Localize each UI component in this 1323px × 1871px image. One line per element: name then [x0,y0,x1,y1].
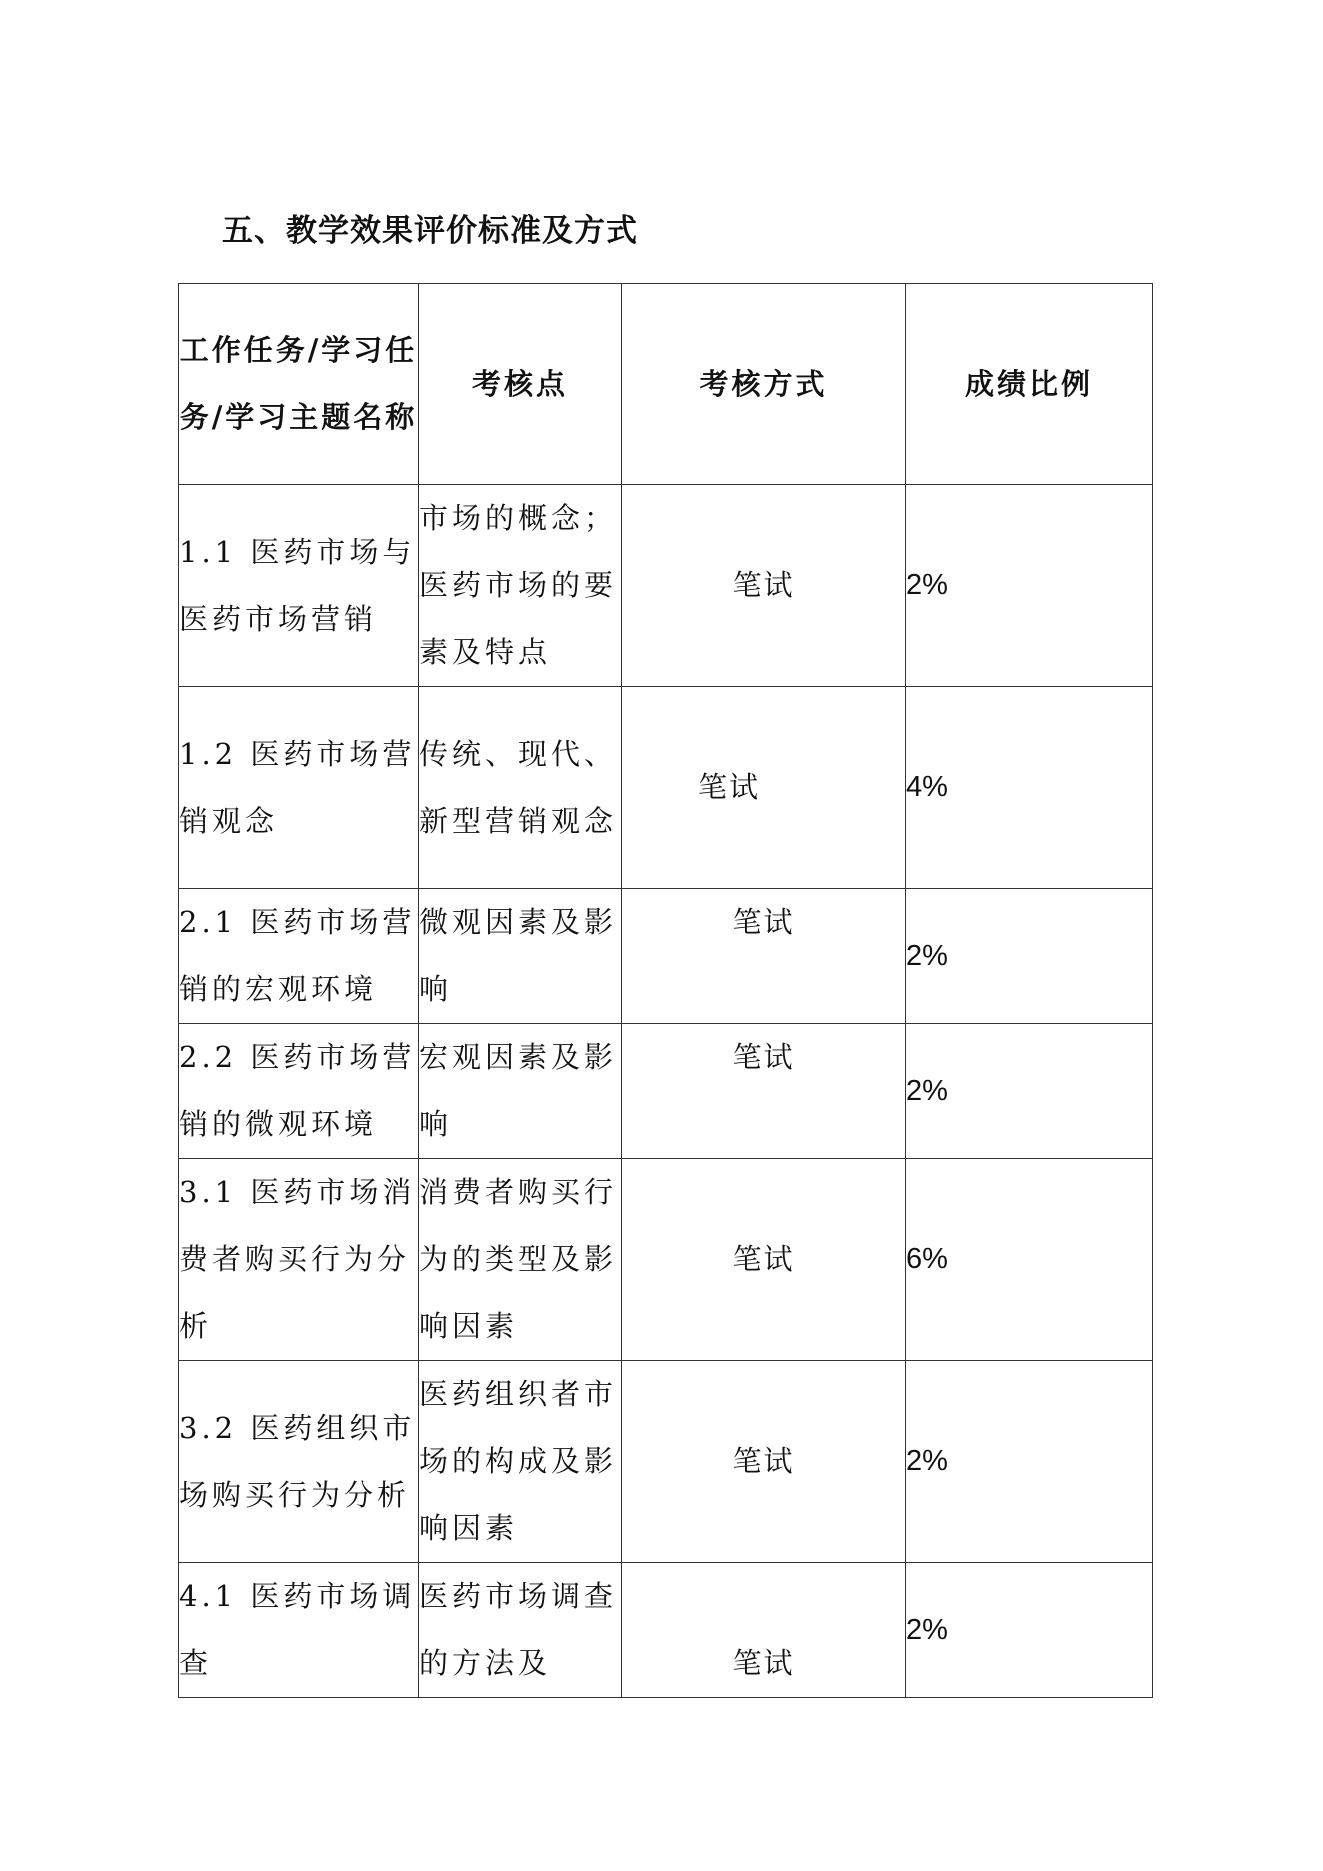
section-heading: 五、教学效果评价标准及方式 [222,213,638,249]
evaluation-table [178,283,1153,1698]
assessment-point: 消费者购买行为的类型及影响因素 [419,1159,622,1361]
score-ratio: 2% [906,1361,1153,1563]
assessment-method: 笔试 [622,1159,906,1361]
task-name: 1.2 医药市场营销观念 [179,687,419,889]
score-ratio: 4% [906,687,1153,889]
header-assessment-point: 考核点 [419,284,622,485]
score-ratio: 2% [906,1024,1153,1159]
header-score-ratio: 成绩比例 [906,284,1153,485]
assessment-point: 微观因素及影响 [419,889,622,1024]
task-name: 2.2 医药市场营销的微观环境 [179,1024,419,1159]
assessment-method: 笔试 [622,1024,906,1159]
table-row [179,889,1153,1024]
task-name: 2.1 医药市场营销的宏观环境 [179,889,419,1024]
table-row [179,1024,1153,1159]
assessment-method: 笔试 [622,1563,906,1698]
table-row [179,485,1153,687]
table-row [179,1159,1153,1361]
header-task-name: 工作任务/学习任务/学习主题名称 [179,284,419,485]
table-header-row [179,284,1153,485]
table-row [179,1361,1153,1563]
assessment-method: 笔试 [622,1361,906,1563]
assessment-method: 笔试 [622,889,906,1024]
task-name: 1.1 医药市场与医药市场营销 [179,485,419,687]
assessment-point: 医药市场调查的方法及 [419,1563,622,1698]
assessment-point: 市场的概念；医药市场的要素及特点 [419,485,622,687]
task-name: 3.2 医药组织市场购买行为分析 [179,1361,419,1563]
assessment-method: 笔试 [622,687,906,889]
assessment-point: 医药组织者市场的构成及影响因素 [419,1361,622,1563]
score-ratio: 2% [906,1563,1153,1698]
task-name: 3.1 医药市场消费者购买行为分析 [179,1159,419,1361]
score-ratio: 2% [906,485,1153,687]
assessment-point: 传统、现代、新型营销观念 [419,687,622,889]
table-row [179,1563,1153,1698]
score-ratio: 2% [906,889,1153,1024]
table-row [179,687,1153,889]
score-ratio: 6% [906,1159,1153,1361]
assessment-method: 笔试 [622,485,906,687]
task-name: 4.1 医药市场调查 [179,1563,419,1698]
header-assessment-method: 考核方式 [622,284,906,485]
assessment-point: 宏观因素及影响 [419,1024,622,1159]
